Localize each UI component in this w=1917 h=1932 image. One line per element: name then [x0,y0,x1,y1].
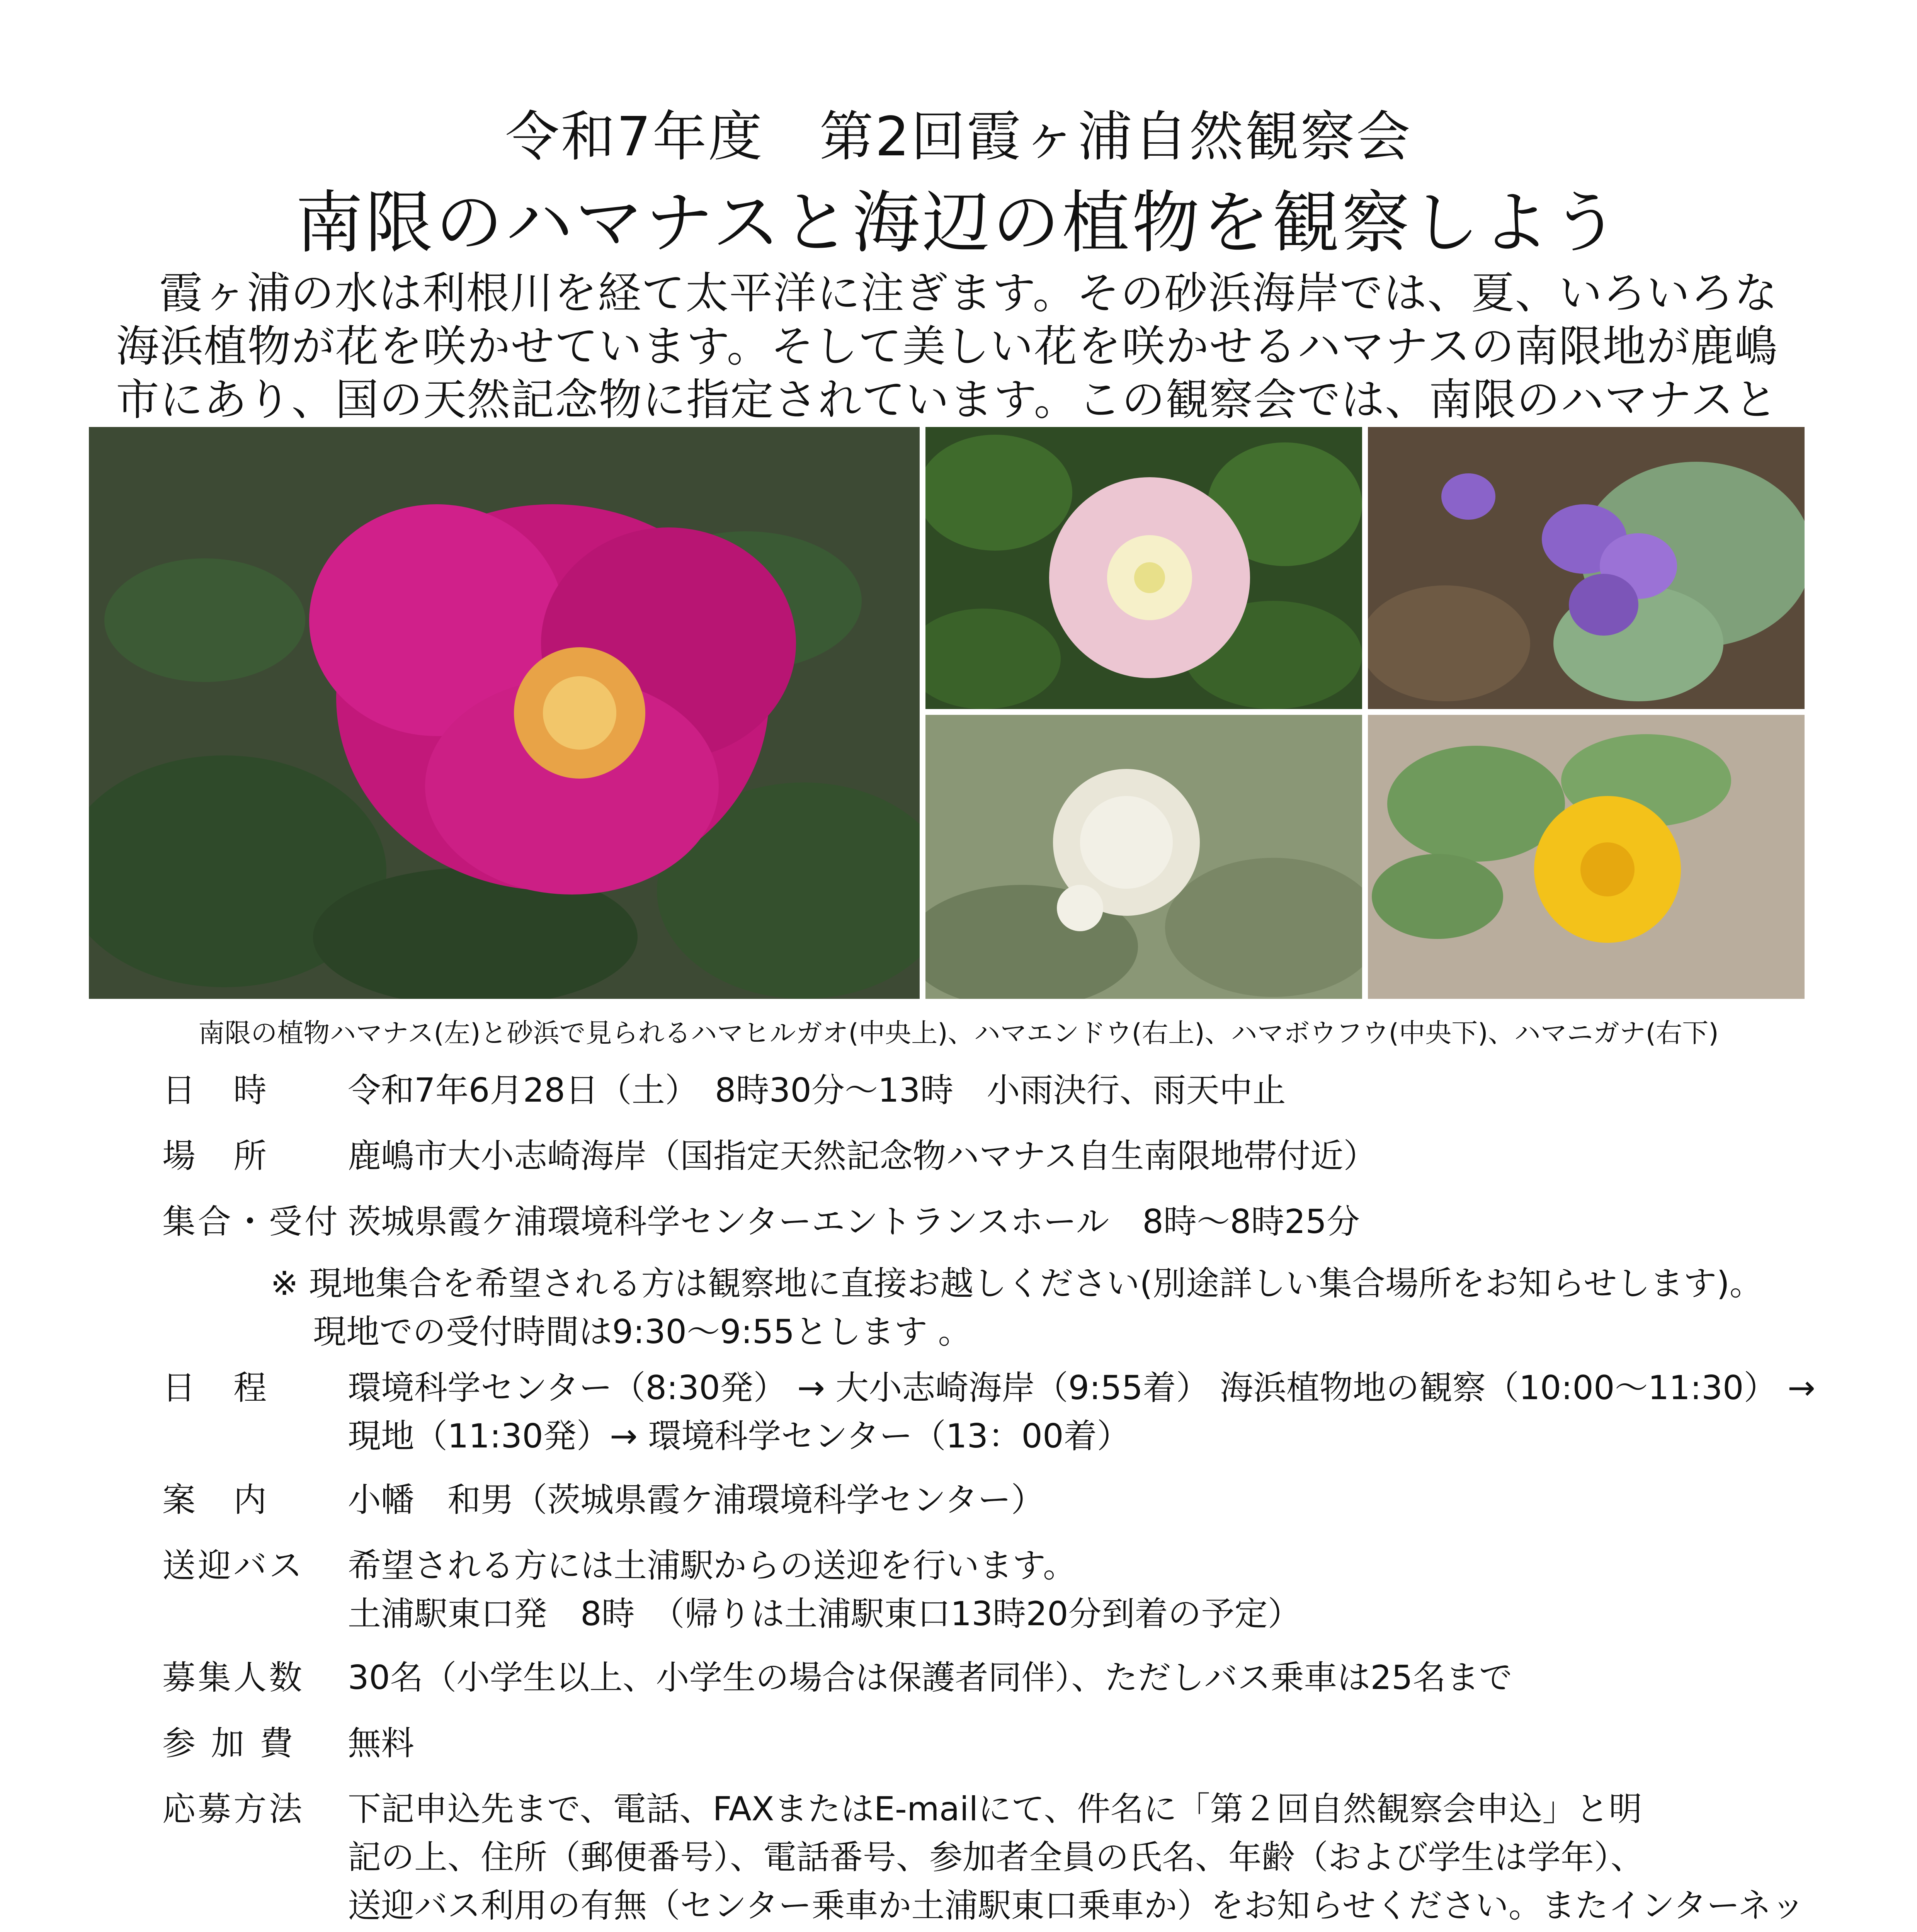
bus-label: 送迎バス [162,1546,304,1585]
bus-line: 希望される方には土浦駅からの送迎を行います。 [348,1546,1077,1585]
event-title: 令和7年度 第2回霞ヶ浦自然観察会 [505,105,1412,168]
schedule-line: 環境科学センター（8:30発） → 大小志崎海岸（9:55着） 海浜植物地の観察（10:00～11:30） → [348,1369,1815,1407]
capacity-value: 30名（小学生以上、小学生の場合は保護者同伴）、ただしバス乗車は25名まで [348,1658,1512,1697]
apply-line: 下記申込先まで、電話、FAXまたはE-mailにて、件名に「第２回自然観察会申込」と明 [348,1790,1642,1828]
intro-text: 霞ヶ浦の水は利根川を経て太平洋に注ぎます。その砂浜海岸では、夏、いろいろな海浜植物が花を咲かせています。そして美しい花を咲かせるハマナスの南限地が鹿嶋市にあり、国の天然記念物に指定されています。この観察会では、南限のハマナスと [116,268,1778,425]
apply-label: 応募方法 [162,1790,304,1828]
bus-line: 土浦駅東口発 8時 （帰りは土浦駅東口13時20分到着の予定） [348,1595,1301,1633]
meeting-note-line: ※ 現地集合を希望される方は観察地に直接お越しください(別途詳しい集合場所をお知らせします)。 [270,1264,1763,1303]
photo-caption: 南限の植物ハマナス(左)と砂浜で見られるハマヒルガオ(中央上)、ハマエンドウ(右上)、ハマボウフウ(中央下)、ハマニガナ(右下) [198,1018,1719,1049]
hamaendou-photo [1368,427,1805,709]
guide-value: 小幡 和男（茨城県霞ケ浦環境科学センター） [348,1481,1044,1519]
fee-value: 無料 [348,1724,414,1763]
place-label: 場 所 [162,1137,269,1175]
meeting-value: 茨城県霞ケ浦環境科学センターエントランスホール 8時～8時25分 [348,1202,1360,1241]
hamahirugao-photo [925,427,1362,709]
hamanigana-photo [1368,715,1805,999]
fee-label: 参加費 [162,1724,308,1763]
date-label: 日 時 [162,1071,269,1110]
schedule-label: 日 程 [162,1369,269,1407]
hamabofu-photo [925,715,1362,999]
schedule-line: 現地（11:30発）→ 環境科学センター（13：00着） [348,1417,1130,1456]
date-value: 令和7年6月28日（土） 8時30分～13時 小雨決行、雨天中止 [348,1071,1286,1110]
apply-line: 記の上、住所（郵便番号）、電話番号、参加者全員の氏名、年齢（および学生は学年）、 [348,1838,1644,1877]
guide-label: 案 内 [162,1481,269,1519]
place-value: 鹿嶋市大小志崎海岸（国指定天然記念物ハマナス自生南限地帯付近） [348,1137,1377,1175]
apply-line: 送迎バス利用の有無（センター乗車か土浦駅東口乗車か）をお知らせください。またインターネッ [348,1886,1805,1925]
capacity-label: 募集人数 [162,1658,304,1697]
meeting-note [270,1260,1816,1356]
meeting-label: 集合・受付 [162,1202,340,1241]
apply-line [348,1930,1816,1932]
meeting-note-line: 現地での受付時間は9:30～9:55とします 。 [313,1313,971,1351]
hamanasu-photo [89,427,920,999]
event-headline: 南限のハマナスと海辺の植物を観察しよう [295,184,1622,262]
